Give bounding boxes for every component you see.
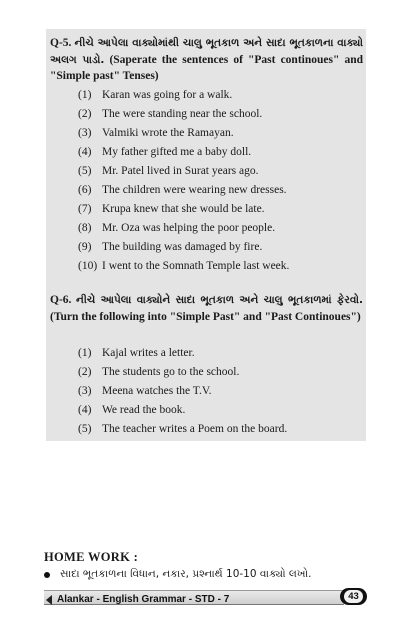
list-item: [78, 344, 363, 363]
list-item: [78, 257, 363, 276]
list-item: [78, 363, 363, 382]
list-item: [78, 181, 363, 200]
list-item: [78, 124, 363, 143]
list-item: [78, 200, 363, 219]
question-heading-gujarati: નીચે આપેલા વાક્યોમાંથી ચાલુ ભૂતકાળ અને સાદા ભૂતકાળના વાક્યો અલગ પાડો.: [50, 37, 363, 66]
homework-item: [44, 568, 311, 581]
item-number: (6): [78, 184, 92, 196]
item-text: I went to the Somnath Temple last week.: [102, 260, 290, 272]
item-text: The children were wearing new dresses.: [102, 184, 287, 196]
list-item: [78, 401, 363, 420]
question-number: Q-6.: [50, 294, 72, 306]
item-number: (5): [78, 165, 92, 177]
item-text: The were standing near the school.: [102, 108, 263, 120]
item-number: (3): [78, 385, 92, 397]
item-number: (1): [78, 347, 92, 359]
item-text: Karan was going for a walk.: [102, 89, 233, 101]
arrow-left-icon: [46, 595, 52, 605]
question-number: Q-5.: [50, 37, 72, 49]
item-text: Mr. Patel lived in Surat years ago.: [102, 165, 259, 177]
question-heading-gujarati: નીચે આપેલા વાક્યોને સાદા ભૂતકાળ અને ચાલુ ભૂતકાળમાં ફેરવો.: [76, 294, 363, 306]
list-item: [78, 219, 363, 238]
footer-bar: [44, 590, 344, 605]
item-number: (1): [78, 89, 92, 101]
question-heading-english: (Turn the following into "Simple Past" and "Past Continoues"): [50, 310, 361, 323]
list-item: [78, 86, 363, 105]
item-number: (10): [78, 260, 98, 272]
question-6-list: [78, 344, 363, 439]
question-heading-english: (Saperate the sentences of "Past continoues" and "Simple past" Tenses): [50, 53, 363, 82]
item-text: The students go to the school.: [102, 366, 240, 378]
list-item: [78, 238, 363, 257]
item-number: (2): [78, 108, 92, 120]
item-text: Valmiki wrote the Ramayan.: [102, 127, 234, 139]
item-number: (5): [78, 423, 92, 435]
list-item: [78, 382, 363, 401]
list-item: [78, 105, 363, 124]
question-5-list: [78, 86, 363, 276]
list-item: [78, 420, 363, 439]
bullet-icon: [44, 572, 50, 578]
item-number: (7): [78, 203, 92, 215]
page-footer: [44, 588, 367, 604]
homework-title: HOME WORK :: [44, 550, 139, 564]
item-text: Mr. Oza was helping the poor people.: [102, 222, 276, 234]
item-number: (9): [78, 241, 92, 253]
page-number: 43: [344, 590, 363, 603]
item-number: (3): [78, 127, 92, 139]
list-item: [78, 162, 363, 181]
question-5-heading: [50, 35, 363, 85]
item-text: We read the book.: [102, 404, 186, 416]
question-6-heading: [50, 292, 363, 325]
list-item: [78, 143, 363, 162]
item-text: Krupa knew that she would be late.: [102, 203, 265, 215]
item-number: (4): [78, 404, 92, 416]
item-number: (8): [78, 222, 92, 234]
item-number: (4): [78, 146, 92, 158]
item-text: The teacher writes a Poem on the board.: [102, 423, 288, 435]
footer-title: Alankar - English Grammar - STD - 7: [57, 594, 230, 605]
item-text: The building was damaged by fire.: [102, 241, 263, 253]
homework-text: સાદા ભૂતકાળના વિધાન, નકાર, પ્રશ્નાર્થ 10-10 વાક્યો લખો.: [60, 568, 312, 580]
page-number-badge: [340, 588, 367, 605]
item-text: My father gifted me a baby doll.: [102, 146, 252, 158]
item-text: Kajal writes a letter.: [102, 347, 195, 359]
item-text: Meena watches the T.V.: [102, 385, 212, 397]
item-number: (2): [78, 366, 92, 378]
